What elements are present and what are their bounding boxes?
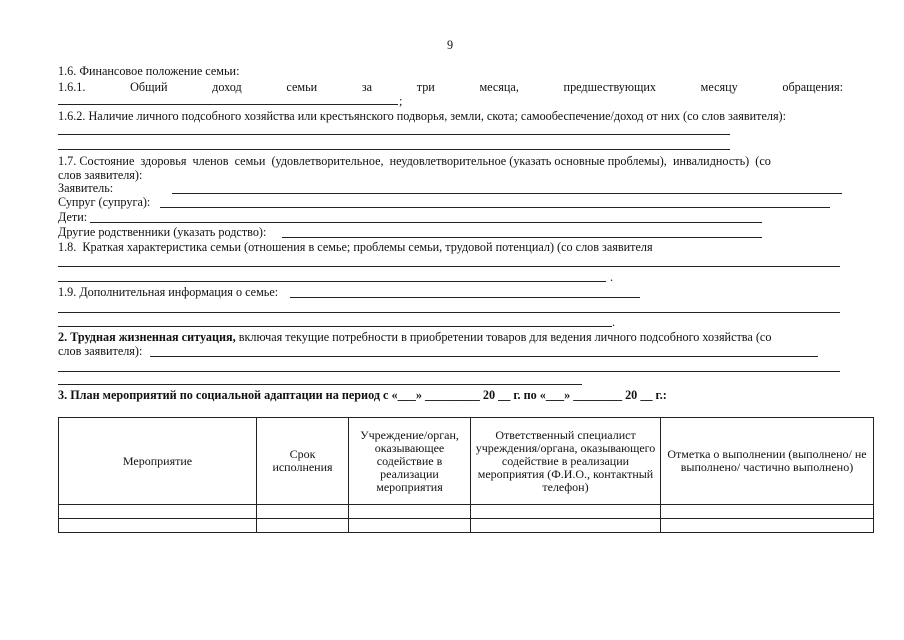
situation-fill-line-1[interactable]	[150, 356, 818, 357]
section-1-6-2-text: 1.6.2. Наличие личного подсобного хозяйства или крестьянского подворья, земли, скота; самообеспечение/доход от них (со слов заявителя):	[58, 109, 787, 123]
table-cell[interactable]	[661, 505, 874, 519]
family-line-end: .	[610, 270, 614, 284]
children-label: Дети:	[58, 210, 88, 224]
table-cell[interactable]	[59, 519, 257, 533]
farm-fill-line-2[interactable]	[58, 149, 730, 150]
s161-word: за	[361, 80, 373, 94]
column-header-completion: Отметка о выполнении (выполнено/ не выполнено/ частично выполнено)	[661, 418, 874, 505]
section-1-7-line1: 1.7. Состояние здоровья членов семьи (удовлетворительное, неудовлетворительное (указать основные проблемы), инвалидность) (со	[58, 154, 771, 168]
section-1-9-text: 1.9. Дополнительная информация о семье:	[58, 285, 279, 299]
s161-word: три	[416, 80, 435, 94]
table-cell[interactable]	[471, 519, 661, 533]
s161-word: предшествующих	[563, 80, 656, 94]
income-fill-line[interactable]	[58, 104, 398, 105]
table-row	[59, 505, 874, 519]
section-1-8-text: 1.8. Краткая характеристика семьи (отношения в семье; проблемы семьи, трудовой потенциал) (со слов заявителя	[58, 240, 653, 254]
section-3-title: 3. План мероприятий по социальной адаптации на период с «___» _________ 20 __ г. по «___» ________ 20 __ г.:	[58, 388, 667, 402]
column-header-deadline: Срок исполнения	[257, 418, 349, 505]
income-line-end: ;	[399, 94, 403, 108]
table-cell[interactable]	[349, 505, 471, 519]
s161-word: месяцу	[700, 80, 738, 94]
section-1-6-1-row	[58, 80, 843, 94]
page-number: 9	[447, 38, 454, 52]
column-header-institution: Учреждение/орган, оказывающее содействие в реализации мероприятия	[349, 418, 471, 505]
table-cell[interactable]	[257, 505, 349, 519]
section-2-title: 2. Трудная жизненная ситуация,	[58, 330, 236, 344]
situation-fill-line-3[interactable]	[58, 384, 582, 385]
spouse-fill-line[interactable]	[160, 207, 830, 208]
table-header-row	[59, 418, 874, 505]
table-cell[interactable]	[257, 519, 349, 533]
applicant-label: Заявитель:	[58, 181, 114, 195]
s161-word: обращения:	[782, 80, 843, 94]
table-cell[interactable]	[59, 505, 257, 519]
situation-fill-line-2[interactable]	[58, 371, 840, 372]
relatives-label: Другие родственники (указать родство):	[58, 225, 267, 239]
table-cell[interactable]	[471, 505, 661, 519]
column-header-activity: Мероприятие	[59, 418, 257, 505]
section-1-7-line2: слов заявителя):	[58, 168, 143, 182]
children-fill-line[interactable]	[90, 222, 762, 223]
s161-word: доход	[212, 80, 242, 94]
table-cell[interactable]	[661, 519, 874, 533]
s161-word: семьи	[286, 80, 318, 94]
spouse-label: Супруг (супруга):	[58, 195, 151, 209]
extra-info-fill-line-1[interactable]	[290, 297, 640, 298]
extra-info-line-end: .	[612, 315, 616, 329]
section-1-6-heading: 1.6. Финансовое положение семьи:	[58, 64, 240, 78]
column-header-specialist: Ответственный специалист учреждения/органа, оказывающего содействие в реализации мероприятия (Ф.И.О., контактный телефон)	[471, 418, 661, 505]
s161-word: 1.6.1.	[58, 80, 86, 94]
family-fill-line-2[interactable]	[58, 281, 606, 282]
s161-word: месяца,	[479, 80, 519, 94]
extra-info-fill-line-2[interactable]	[58, 312, 840, 313]
s161-word: Общий	[130, 80, 168, 94]
plan-table	[58, 417, 874, 533]
table-row	[59, 519, 874, 533]
family-fill-line-1[interactable]	[58, 266, 840, 267]
relatives-fill-line[interactable]	[282, 237, 762, 238]
section-2-line1	[58, 330, 771, 344]
applicant-fill-line[interactable]	[172, 193, 842, 194]
table-cell[interactable]	[349, 519, 471, 533]
farm-fill-line-1[interactable]	[58, 134, 730, 135]
section-2-rest: включая текущие потребности в приобретении товаров для ведения личного подсобного хозяйства (со	[235, 330, 772, 344]
section-2-line2: слов заявителя):	[58, 344, 143, 358]
extra-info-fill-line-3[interactable]	[58, 326, 612, 327]
